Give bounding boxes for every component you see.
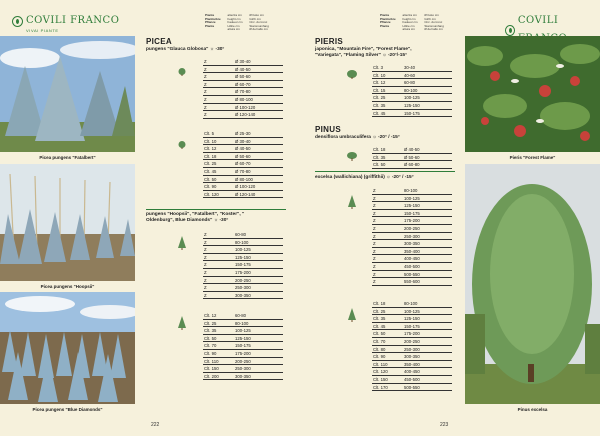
size-range: 500-550: [404, 384, 420, 390]
photo-picea-fatalbert: [0, 36, 135, 152]
legend-col3: Ø fusto cm Girth cm Circ. du tronc Stammumfang Ø del tallo cm: [249, 13, 269, 32]
size-range: 200-250: [404, 338, 420, 344]
pot-size: Clt. 25: [204, 161, 217, 167]
table-row: [372, 195, 452, 203]
table-row: [372, 368, 452, 376]
size-range: Ø 120-140: [235, 191, 256, 197]
table-row: [372, 323, 452, 331]
pot-size: Clt. 15: [373, 87, 386, 93]
pot-size: Clt. 25: [373, 95, 386, 101]
table-row: [372, 240, 452, 248]
size-range: Ø 60-70: [235, 161, 251, 167]
sun-icon: ☼: [209, 47, 216, 52]
size-range: 300-350: [235, 373, 251, 379]
size-range: 550-600: [404, 279, 420, 285]
table-hoopsii-clt: [203, 312, 283, 380]
size-range: 200-250: [235, 277, 251, 283]
page-number-left: 222: [151, 422, 160, 428]
table-row: [372, 72, 452, 80]
divider-right: [315, 171, 455, 172]
pot-size: Clt. 18: [204, 153, 217, 159]
pot-size: Clt. 50: [373, 162, 386, 168]
size-range: 30-40: [404, 65, 415, 70]
table-row: [203, 96, 283, 104]
size-range: 400-450: [404, 256, 420, 262]
table-row: [203, 176, 283, 184]
size-range: 300-350: [235, 292, 251, 298]
table-row: [372, 330, 452, 338]
table-row: [372, 154, 452, 162]
size-range: Ø 40-50: [404, 147, 420, 152]
table-row: [203, 191, 283, 199]
pot-size: Z: [204, 285, 207, 291]
pot-size: Clt. 35: [204, 328, 217, 334]
table-row: [372, 376, 452, 384]
size-range: 400-450: [404, 369, 420, 375]
table-row: [372, 217, 452, 225]
sun-icon: ☼: [370, 135, 379, 140]
table-row: [203, 254, 283, 262]
pot-size: Clt. 12: [373, 80, 386, 86]
table-row: [203, 231, 283, 239]
size-range: 175-200: [404, 331, 420, 337]
pot-size: Z: [204, 96, 207, 102]
pot-size: Z: [204, 112, 207, 118]
size-range: Ø 50-60: [235, 74, 251, 80]
shrub-icon: [347, 66, 357, 84]
size-range: 150-175: [235, 262, 251, 268]
table-row: [372, 146, 452, 154]
conifer-icon: [348, 195, 356, 214]
size-range: Ø 70-80: [235, 89, 251, 95]
size-range: 250-300: [404, 346, 420, 352]
size-range: 125-150: [235, 254, 251, 260]
size-range: Ø 30-40: [235, 59, 251, 64]
size-range: 80-100: [404, 301, 418, 306]
umbrella-pine-icon: [347, 148, 357, 166]
size-range: 250-300: [404, 233, 420, 239]
leaf-logo-icon: [505, 25, 515, 36]
pot-size: Clt. 12: [204, 313, 217, 318]
size-range: Ø 100-120: [235, 104, 256, 110]
conifer-icon: [348, 308, 356, 327]
pot-size: Z: [204, 66, 207, 72]
size-range: 450-500: [404, 263, 420, 269]
table-row: [203, 246, 283, 254]
right-page: [300, 0, 600, 436]
size-range: 200-250: [235, 358, 251, 364]
size-range: 150-175: [235, 343, 251, 349]
size-range: 100-125: [404, 308, 420, 314]
table-pinus-excelsa-clt: [372, 300, 452, 391]
pot-size: Clt. 50: [373, 331, 386, 337]
size-range: Ø 80-100: [235, 96, 253, 102]
size-range: Ø 40-50: [235, 66, 251, 72]
pot-size: Clt. 90: [204, 350, 217, 356]
size-range: 125-150: [235, 335, 251, 341]
leaf-logo-icon: [12, 16, 23, 27]
size-range: 175-200: [235, 350, 251, 356]
globe-shrub-icon: [178, 63, 186, 81]
pot-size: Z: [204, 232, 207, 237]
table-row: [203, 88, 283, 96]
size-range: 100-125: [404, 195, 420, 201]
pot-size: Clt. 25: [204, 320, 217, 326]
pot-size: Clt. 200: [204, 373, 219, 379]
conifer-icon: [178, 316, 186, 335]
table-row: [203, 145, 283, 153]
table-row: [203, 292, 283, 300]
pot-size: Clt. 70: [204, 343, 217, 349]
pot-size: Z: [373, 279, 376, 285]
table-row: [203, 58, 283, 66]
size-range: 125-150: [404, 203, 420, 209]
photo-pieris-forest-flame: [465, 36, 600, 152]
caption-2: Picea pungens "Hoopsii": [40, 284, 95, 289]
table-row: [372, 255, 452, 263]
pot-size: Clt. 45: [373, 323, 386, 329]
table-row: [372, 161, 452, 169]
pot-size: Clt. 10: [204, 138, 217, 144]
pot-size: Z: [373, 218, 376, 224]
table-row: [203, 168, 283, 176]
photo-picea-blue-diamonds: [0, 292, 135, 404]
table-row: [203, 66, 283, 74]
pot-size: Z: [373, 241, 376, 247]
pot-size: Z: [373, 233, 376, 239]
pot-size: Z: [204, 269, 207, 275]
size-range: 60-80: [235, 313, 246, 318]
photo-picea-hoopsii: [0, 164, 135, 281]
pot-size: Z: [204, 239, 207, 245]
size-range: 350-400: [404, 248, 420, 254]
brand-logo-right: COVILI: [505, 10, 600, 51]
size-range: 300-350: [404, 241, 420, 247]
page-number-right: 223: [440, 422, 449, 428]
size-range: 175-200: [404, 218, 420, 224]
table-row: [203, 130, 283, 138]
table-row: [372, 202, 452, 210]
table-row: [203, 320, 283, 328]
size-range: 40-60: [404, 72, 415, 78]
size-range: 80-100: [404, 188, 418, 193]
pot-size: Clt. 45: [373, 110, 386, 116]
pot-size: Clt. 90: [373, 354, 386, 360]
table-row: [372, 278, 452, 286]
table-row: [372, 64, 452, 72]
size-range: 150-175: [404, 210, 420, 216]
table-row: [203, 183, 283, 191]
photo-pinus-excelsa: [465, 164, 600, 404]
table-row: [203, 269, 283, 277]
size-range: 100-125: [235, 328, 251, 334]
size-range: 150-175: [404, 323, 420, 329]
variety-glauca-globosa: pungens "Glauca Globosa" ☼ -30°: [146, 47, 225, 52]
pot-size: Z: [204, 89, 207, 95]
size-range: 125-150: [404, 316, 420, 322]
table-row: [203, 365, 283, 373]
table-row: [203, 104, 283, 112]
pot-size: Clt. 50: [204, 176, 217, 182]
caption-3: Picea pungens "Blue Diamonds": [32, 407, 103, 412]
size-range: 450-500: [404, 376, 420, 382]
pot-size: Clt. 170: [373, 384, 388, 390]
genus-pinus: PINUS: [315, 125, 341, 134]
pot-size: Clt. 35: [373, 316, 386, 322]
variety-excelsa: excelsa (wallichiana) (griffithii) ☼ -20° / -15°: [315, 175, 414, 180]
table-row: [203, 373, 283, 381]
sun-icon: ☼: [380, 52, 388, 58]
pot-size: Z: [373, 203, 376, 209]
size-range: 100-125: [404, 95, 420, 101]
pot-size: Clt. 45: [204, 168, 217, 174]
pot-size: Clt. 25: [373, 308, 386, 314]
pot-size: Z: [373, 225, 376, 231]
size-range: 350-400: [404, 361, 420, 367]
pot-size: Clt. 35: [373, 102, 386, 108]
size-range: 250-300: [235, 366, 251, 372]
table-row: [203, 160, 283, 168]
variety-pieris: japonica, "Mountain Fire", "Forest Flame", "Variegata", "Flaming Silver" ☼ -20°/-15°: [315, 47, 412, 58]
pot-size: Z: [204, 262, 207, 268]
table-row: [372, 233, 452, 241]
table-row: [372, 263, 452, 271]
caption-pieris: Pieris "Forest Flame": [509, 155, 556, 160]
pot-size: Clt. 18: [373, 147, 386, 152]
sun-icon: ☼: [384, 175, 392, 180]
size-range: 300-350: [404, 354, 420, 360]
table-row: [203, 153, 283, 161]
table-row: [203, 111, 283, 119]
size-range: 60-80: [235, 232, 246, 237]
size-range: 100-125: [235, 247, 251, 253]
table-row: [372, 248, 452, 256]
pot-size: Z: [204, 104, 207, 110]
table-row: [372, 187, 452, 195]
caption-pinus: Pinus excelsa: [517, 407, 548, 412]
legend-col1: Pianta Plant/arbre Pflanze Planta: [205, 13, 221, 28]
brand-sub: VIVAI PIANTE: [26, 28, 59, 33]
table-hoopsii-z: [203, 231, 283, 299]
size-range: Ø 70-80: [235, 168, 251, 174]
variety-densiflora: densiflora umbraculifera ☼ -20° / -15°: [315, 135, 400, 140]
table-row: [203, 327, 283, 335]
pot-size: Clt. 12: [204, 146, 217, 152]
table-row: [372, 353, 452, 361]
pot-size: Z: [373, 256, 376, 262]
pot-size: Clt. 150: [373, 376, 388, 382]
table-row: [203, 335, 283, 343]
genus-picea: PICEA: [146, 37, 172, 46]
legend-col2: altezza cm height cm hauteur cm Höhe cm altura cm: [227, 13, 243, 32]
pot-size: Clt. 150: [204, 366, 219, 372]
table-row: [203, 358, 283, 366]
size-range: Ø 40-50: [235, 146, 251, 152]
size-range: 175-200: [235, 269, 251, 275]
size-range: 500-550: [404, 271, 420, 277]
table-row: [372, 210, 452, 218]
size-range: Ø 30-40: [235, 138, 251, 144]
brand-logo: [12, 10, 119, 33]
pot-size: Clt. 110: [204, 358, 219, 364]
size-range: 80-100: [235, 320, 249, 326]
pot-size: Clt. 10: [373, 72, 386, 78]
pot-size: Z: [373, 248, 376, 254]
legend: [205, 14, 275, 32]
size-range: 80-100: [235, 239, 249, 245]
pot-size: Z: [373, 188, 376, 193]
conifer-icon: [178, 236, 186, 255]
pot-size: Z: [373, 271, 376, 277]
caption-1: Picea pungens "Fatalbert": [39, 155, 96, 160]
table-pinus-densiflora: [372, 146, 452, 169]
size-range: Ø 60-80: [404, 162, 420, 168]
table-row: [203, 73, 283, 81]
size-range: Ø 60-70: [235, 81, 251, 87]
table-row: [372, 361, 452, 369]
genus-pieris: PIERIS: [315, 37, 344, 46]
pot-size: Clt. 35: [373, 154, 386, 160]
pot-size: Clt. 50: [204, 335, 217, 341]
variety-hoopsii-group: pungens "Hoopsii", "Fatalbert", "Koster", " Oldenburg", Blue Diamonds" ☼ -30°: [146, 212, 245, 223]
size-range: 125-150: [404, 102, 420, 108]
size-range: 200-250: [404, 225, 420, 231]
pot-size: Z: [373, 263, 376, 269]
table-pieris: [372, 64, 452, 117]
size-range: Ø 80-100: [235, 176, 253, 182]
table-row: [372, 315, 452, 323]
pot-size: Z: [373, 195, 376, 201]
table-row: [372, 110, 452, 118]
table-row: [203, 284, 283, 292]
table-row: [203, 138, 283, 146]
pot-size: Clt. 3: [373, 65, 384, 70]
pot-size: Clt. 18: [373, 301, 386, 306]
size-range: 60-80: [404, 80, 415, 86]
table-row: [203, 239, 283, 247]
table-row: [203, 312, 283, 320]
table-row: [372, 102, 452, 110]
size-range: 80-100: [404, 87, 418, 93]
legend-right: Pianta Plant/arbre Pflanze Planta altezza cm height cm hauteur cm Höhe cm altura cm Ø fusto cm Girth cm Circ. du tronc Stammumfang Ø del tallo cm: [380, 13, 444, 32]
pot-size: Clt. 120: [373, 369, 388, 375]
size-range: Ø 25-30: [235, 131, 251, 136]
pot-size: Z: [204, 74, 207, 80]
table-glauca-clt: [203, 130, 283, 198]
pot-size: Clt. 5: [204, 131, 215, 136]
table-row: [372, 346, 452, 354]
pot-size: Clt. 110: [373, 361, 388, 367]
table-row: [372, 271, 452, 279]
table-row: [372, 79, 452, 87]
sun-icon: ☼: [212, 217, 220, 223]
table-row: [203, 342, 283, 350]
table-glauca-z: [203, 58, 283, 119]
pot-size: Clt. 70: [373, 338, 386, 344]
table-row: [372, 384, 452, 392]
size-range: Ø 120-140: [235, 112, 256, 118]
table-row: [203, 261, 283, 269]
table-row: [372, 87, 452, 95]
pot-size: Z: [204, 254, 207, 260]
globe-shrub-icon: [178, 136, 186, 154]
table-row: [372, 300, 452, 308]
pot-size: Z: [204, 247, 207, 253]
size-range: Ø 100-120: [235, 184, 256, 190]
table-row: [372, 225, 452, 233]
brand-name: COVILI FRANCO: [26, 15, 120, 26]
table-row: [372, 338, 452, 346]
divider: [146, 209, 286, 210]
size-range: 150-175: [404, 110, 420, 116]
pot-size: Z: [204, 277, 207, 283]
size-range: 250-300: [235, 285, 251, 291]
pot-size: Z: [204, 59, 207, 64]
table-row: [203, 350, 283, 358]
pot-size: Z: [204, 292, 207, 298]
pot-size: Clt. 80: [373, 346, 386, 352]
table-row: [372, 308, 452, 316]
table-row: [203, 81, 283, 89]
pot-size: Clt. 90: [204, 184, 217, 190]
size-range: Ø 50-60: [235, 153, 251, 159]
pot-size: Z: [373, 210, 376, 216]
size-range: Ø 50-60: [404, 154, 420, 160]
table-row: [203, 277, 283, 285]
pot-size: Clt. 120: [204, 191, 219, 197]
pot-size: Z: [204, 81, 207, 87]
table-row: [372, 94, 452, 102]
table-pinus-excelsa-z: [372, 187, 452, 286]
